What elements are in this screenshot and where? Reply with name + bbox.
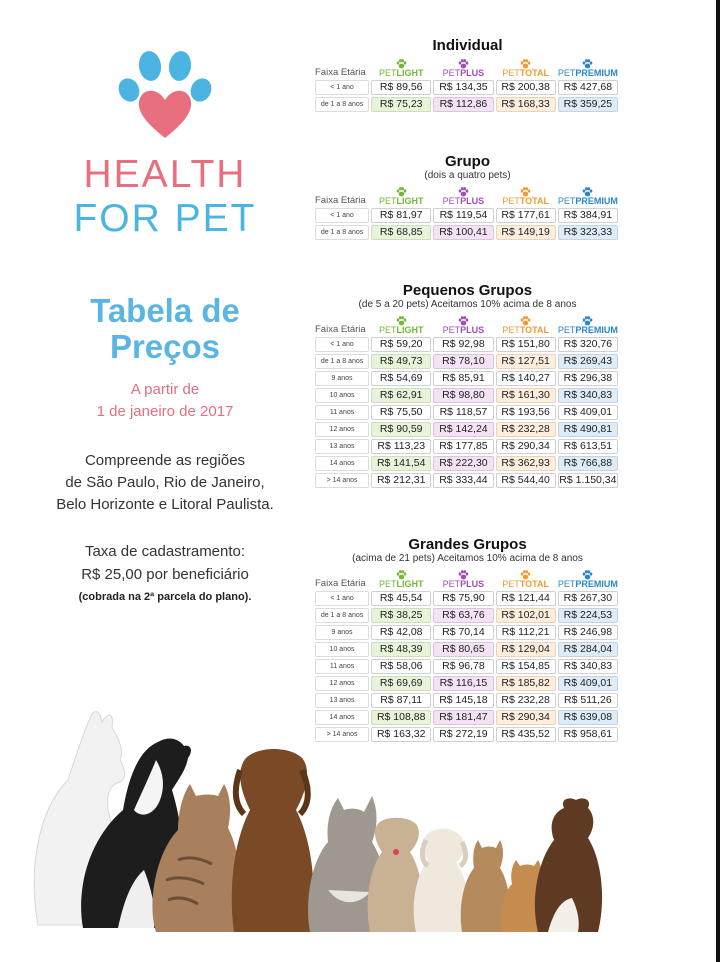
table-row — [315, 371, 618, 386]
plan-prefix: PET — [442, 325, 461, 335]
table-row — [315, 642, 618, 657]
price-cell-plus: R$ 177,85 — [433, 439, 493, 454]
plan-name: LIGHT — [396, 579, 424, 589]
date-line1: A partir de — [130, 381, 200, 398]
price-cell-plus: R$ 92,98 — [433, 337, 493, 352]
paw-heart-logo-icon — [112, 46, 218, 142]
plan-label — [496, 68, 556, 78]
table-row — [315, 97, 618, 112]
price-cell-plus: R$ 96,78 — [433, 659, 493, 674]
age-range-cell: 11 anos — [315, 659, 369, 674]
brand-for-pet: FOR PET — [73, 197, 257, 240]
age-column-header: Faixa Etária — [315, 324, 366, 335]
price-cell-light: R$ 45,54 — [371, 591, 431, 606]
price-cell-total: R$ 177,61 — [496, 208, 556, 223]
section-title: Grandes Grupos — [408, 536, 527, 553]
price-cell-plus: R$ 272,19 — [433, 727, 493, 742]
plan-name: TOTAL — [519, 579, 549, 589]
price-cell-premium: R$ 224,53 — [558, 608, 618, 623]
age-range-cell: 10 anos — [315, 388, 369, 403]
table-row — [315, 208, 618, 223]
age-range-cell: 9 anos — [315, 625, 369, 640]
plan-header-premium — [558, 184, 618, 206]
regions-line1: Compreende as regiões — [84, 452, 246, 469]
price-cell-premium: R$ 490,81 — [558, 422, 618, 437]
shaggy-dog-figure — [232, 749, 314, 932]
age-range-cell: 14 anos — [315, 710, 369, 725]
price-cell-premium: R$ 320,76 — [558, 337, 618, 352]
plan-header-premium — [558, 313, 618, 335]
plan-name: LIGHT — [396, 68, 424, 78]
price-cell-premium: R$ 1.150,34 — [559, 474, 617, 486]
table-row — [315, 388, 618, 403]
age-range-cell: 9 anos — [315, 371, 369, 386]
plan-name: PREMIUM — [575, 579, 618, 589]
price-cell-premium: R$ 359,25 — [558, 97, 618, 112]
price-cell-plus: R$ 222,30 — [433, 456, 493, 471]
plan-header-light — [371, 567, 431, 589]
price-cell-total: R$ 290,34 — [496, 710, 556, 725]
price-cell-total: R$ 232,28 — [496, 422, 556, 437]
age-range-cell: 13 anos — [315, 439, 369, 454]
plan-label — [558, 68, 618, 78]
price-cell-light: R$ 69,69 — [371, 676, 431, 691]
plan-label — [433, 68, 493, 78]
price-cell-plus: R$ 181,47 — [433, 710, 493, 725]
price-cell-premium: R$ 284,04 — [558, 642, 618, 657]
age-range-cell: 13 anos — [315, 693, 369, 708]
price-cell-total: R$ 362,93 — [496, 456, 556, 471]
plan-prefix: PET — [502, 579, 520, 589]
table-row — [315, 676, 618, 691]
price-cell-plus: R$ 75,90 — [433, 591, 493, 606]
price-cell-premium: R$ 296,38 — [558, 371, 618, 386]
plan-label — [496, 325, 556, 335]
plan-label — [558, 325, 618, 335]
price-cell-total: R$ 102,01 — [496, 608, 556, 623]
plan-header-plus — [433, 567, 493, 589]
plan-label — [433, 325, 493, 335]
age-range-cell: < 1 ano — [315, 591, 369, 606]
right-edge-border — [716, 0, 720, 962]
plan-prefix: PET — [502, 196, 520, 206]
price-cell-light: R$ 163,32 — [371, 727, 431, 742]
plan-label — [371, 68, 431, 78]
table-row — [315, 405, 618, 420]
table-row — [315, 354, 618, 369]
plan-label — [558, 196, 618, 206]
price-cell-total: R$ 168,33 — [496, 97, 556, 112]
plan-header-light — [371, 56, 431, 78]
plan-name: TOTAL — [519, 325, 549, 335]
price-cell-plus: R$ 78,10 — [433, 354, 493, 369]
table-row — [315, 422, 618, 437]
plan-name: TOTAL — [519, 68, 549, 78]
price-cell-total: R$ 161,30 — [496, 388, 556, 403]
plan-prefix: PET — [557, 68, 576, 78]
plan-label — [371, 579, 431, 589]
age-range-cell: de 1 a 8 anos — [315, 354, 369, 369]
plan-prefix: PET — [442, 579, 461, 589]
plan-prefix: PET — [557, 196, 576, 206]
regions-line3: Belo Horizonte e Litoral Paulista. — [56, 496, 274, 513]
plan-name: PLUS — [460, 196, 485, 206]
age-column-header: Faixa Etária — [315, 195, 366, 206]
price-cell-plus: R$ 100,41 — [433, 225, 493, 240]
page-title-line1: Tabela de — [90, 292, 240, 329]
price-cell-light: R$ 62,91 — [371, 388, 431, 403]
price-cell-premium: R$ 639,08 — [558, 710, 618, 725]
plan-name: LIGHT — [396, 196, 424, 206]
plan-name: TOTAL — [519, 196, 549, 206]
price-cell-light: R$ 42,08 — [371, 625, 431, 640]
age-range-cell: 12 anos — [315, 422, 369, 437]
price-cell-plus: R$ 98,80 — [433, 388, 493, 403]
price-cell-light: R$ 113,23 — [371, 439, 431, 454]
table-row — [315, 608, 618, 623]
price-cell-premium: R$ 340,83 — [558, 388, 618, 403]
price-cell-light: R$ 58,06 — [371, 659, 431, 674]
price-cell-total: R$ 129,04 — [496, 642, 556, 657]
plan-header-plus — [433, 56, 493, 78]
plan-prefix: PET — [378, 68, 397, 78]
age-range-cell: de 1 a 8 anos — [315, 225, 369, 240]
price-cell-light: R$ 59,20 — [371, 337, 431, 352]
age-range-cell: de 1 a 8 anos — [315, 608, 369, 623]
plan-name: PREMIUM — [575, 325, 618, 335]
plan-header-light — [371, 184, 431, 206]
plan-label — [371, 196, 431, 206]
plan-prefix: PET — [442, 68, 461, 78]
price-cell-plus: R$ 116,15 — [433, 676, 493, 691]
plan-name: PLUS — [460, 579, 485, 589]
plan-label — [558, 579, 618, 589]
age-column-header: Faixa Etária — [315, 67, 366, 78]
table-row — [315, 80, 618, 95]
price-cell-plus: R$ 142,24 — [433, 422, 493, 437]
table-row — [315, 625, 618, 640]
price-cell-light: R$ 75,50 — [371, 405, 431, 420]
section-title: Individual — [432, 37, 503, 54]
price-cell-premium: R$ 409,01 — [558, 676, 618, 691]
price-cell-premium: R$ 246,98 — [558, 625, 618, 640]
fee-line2: R$ 25,00 por beneficiário — [81, 566, 249, 583]
price-cell-total: R$ 112,21 — [496, 625, 556, 640]
price-section-2 — [315, 283, 620, 490]
plan-label — [433, 196, 493, 206]
price-cell-premium: R$ 613,51 — [558, 439, 618, 454]
age-range-cell: 14 anos — [315, 456, 369, 471]
age-range-cell: > 14 anos — [315, 473, 369, 488]
fee-note: (cobrada na 2ª parcela do plano). — [78, 591, 252, 603]
plan-name: PLUS — [460, 68, 485, 78]
price-cell-premium: R$ 384,91 — [558, 208, 618, 223]
plan-label — [496, 579, 556, 589]
price-cell-plus: R$ 112,86 — [433, 97, 493, 112]
age-range-cell: 11 anos — [315, 405, 369, 420]
price-cell-plus: R$ 118,57 — [433, 405, 493, 420]
price-cell-premium: R$ 323,33 — [558, 225, 618, 240]
price-cell-light: R$ 87,11 — [371, 693, 431, 708]
section-title: Pequenos Grupos — [402, 282, 533, 299]
price-cell-total: R$ 140,27 — [496, 371, 556, 386]
plan-name: PREMIUM — [575, 68, 618, 78]
price-cell-light: R$ 75,23 — [371, 97, 431, 112]
plan-name: LIGHT — [396, 325, 424, 335]
age-range-cell: 12 anos — [315, 676, 369, 691]
pets-illustration — [28, 700, 618, 940]
price-section-0 — [315, 38, 620, 114]
table-row — [315, 659, 618, 674]
section-subtitle: (de 5 a 20 pets) Aceitamos 10% acima de 8 anos — [358, 299, 577, 310]
price-cell-light: R$ 68,85 — [371, 225, 431, 240]
price-cell-premium: R$ 409,01 — [558, 405, 618, 420]
price-cell-plus: R$ 333,44 — [433, 473, 493, 488]
price-cell-total: R$ 290,34 — [496, 439, 556, 454]
table-row — [315, 456, 618, 471]
price-cell-total: R$ 435,52 — [496, 727, 556, 742]
price-cell-total: R$ 121,44 — [496, 591, 556, 606]
price-cell-premium: R$ 269,43 — [558, 354, 618, 369]
table-row — [315, 337, 618, 352]
price-cell-plus: R$ 134,35 — [433, 80, 493, 95]
price-cell-total: R$ 544,40 — [496, 473, 556, 488]
price-section-1 — [315, 154, 620, 242]
plan-header-light — [371, 313, 431, 335]
plan-label — [496, 196, 556, 206]
plan-header-total — [496, 567, 556, 589]
brand-health: HEALTH — [83, 153, 247, 196]
price-cell-premium: R$ 958,61 — [558, 727, 618, 742]
age-range-cell: > 14 anos — [315, 727, 369, 742]
price-cell-plus: R$ 70,14 — [433, 625, 493, 640]
price-cell-total: R$ 193,56 — [496, 405, 556, 420]
plan-prefix: PET — [557, 579, 576, 589]
plan-prefix: PET — [557, 325, 576, 335]
price-cell-plus: R$ 85,91 — [433, 371, 493, 386]
plan-header-plus — [433, 184, 493, 206]
price-cell-light: R$ 48,39 — [371, 642, 431, 657]
regions-line2: de São Paulo, Rio de Janeiro, — [65, 474, 265, 491]
price-cell-light: R$ 38,25 — [371, 608, 431, 623]
price-cell-premium: R$ 511,26 — [558, 693, 618, 708]
price-cell-plus: R$ 63,76 — [433, 608, 493, 623]
white-puppy-figure — [414, 829, 469, 932]
plan-header-total — [496, 313, 556, 335]
plan-name: PREMIUM — [575, 196, 618, 206]
price-cell-plus: R$ 145,18 — [433, 693, 493, 708]
price-cell-total: R$ 127,51 — [496, 354, 556, 369]
table-row — [315, 473, 618, 488]
table-row — [315, 439, 618, 454]
price-cell-plus: R$ 119,54 — [433, 208, 493, 223]
plan-prefix: PET — [378, 579, 397, 589]
page-title-line2: Preços — [109, 328, 221, 365]
plan-label — [371, 325, 431, 335]
price-cell-total: R$ 185,82 — [496, 676, 556, 691]
price-cell-light: R$ 108,88 — [371, 710, 431, 725]
price-table — [313, 311, 620, 490]
plan-prefix: PET — [502, 68, 520, 78]
price-cell-light: R$ 212,31 — [371, 473, 431, 488]
table-row — [315, 591, 618, 606]
age-range-cell: < 1 ano — [315, 208, 369, 223]
price-cell-total: R$ 232,28 — [496, 693, 556, 708]
price-cell-light: R$ 90,59 — [371, 422, 431, 437]
plan-header-total — [496, 56, 556, 78]
plan-name: PLUS — [460, 325, 485, 335]
section-title: Grupo — [445, 153, 490, 170]
plan-prefix: PET — [442, 196, 461, 206]
price-cell-premium: R$ 427,68 — [558, 80, 618, 95]
section-subtitle: (acima de 21 pets) Aceitamos 10% acima de 8 anos — [352, 553, 583, 564]
price-cell-total: R$ 154,85 — [496, 659, 556, 674]
date-line2: 1 de janeiro de 2017 — [96, 403, 234, 420]
section-subtitle: (dois a quatro pets) — [424, 170, 511, 181]
age-range-cell: < 1 ano — [315, 337, 369, 352]
price-cell-light: R$ 81,97 — [371, 208, 431, 223]
plan-prefix: PET — [378, 196, 397, 206]
plan-prefix: PET — [502, 325, 520, 335]
price-table — [313, 54, 620, 114]
price-cell-total: R$ 151,80 — [496, 337, 556, 352]
age-range-cell: < 1 ano — [315, 80, 369, 95]
price-cell-light: R$ 49,73 — [371, 354, 431, 369]
price-cell-total: R$ 200,38 — [496, 80, 556, 95]
price-cell-light: R$ 54,69 — [371, 371, 431, 386]
fee-line1: Taxa de cadastramento: — [84, 543, 246, 560]
plan-header-total — [496, 184, 556, 206]
plan-header-plus — [433, 313, 493, 335]
price-cell-premium: R$ 340,83 — [558, 659, 618, 674]
dark-brown-dog-figure — [535, 798, 602, 932]
table-row — [315, 225, 618, 240]
age-range-cell: 10 anos — [315, 642, 369, 657]
plan-label — [433, 579, 493, 589]
plan-header-premium — [558, 56, 618, 78]
price-cell-light: R$ 89,56 — [371, 80, 431, 95]
price-cell-light: R$ 141,54 — [371, 456, 431, 471]
age-column-header: Faixa Etária — [315, 578, 366, 589]
price-table — [313, 182, 620, 242]
plan-prefix: PET — [378, 325, 397, 335]
price-cell-plus: R$ 80,65 — [433, 642, 493, 657]
price-cell-premium: R$ 766,88 — [558, 456, 618, 471]
price-cell-total: R$ 149,19 — [496, 225, 556, 240]
age-range-cell: de 1 a 8 anos — [315, 97, 369, 112]
plan-header-premium — [558, 567, 618, 589]
price-cell-premium: R$ 267,30 — [558, 591, 618, 606]
